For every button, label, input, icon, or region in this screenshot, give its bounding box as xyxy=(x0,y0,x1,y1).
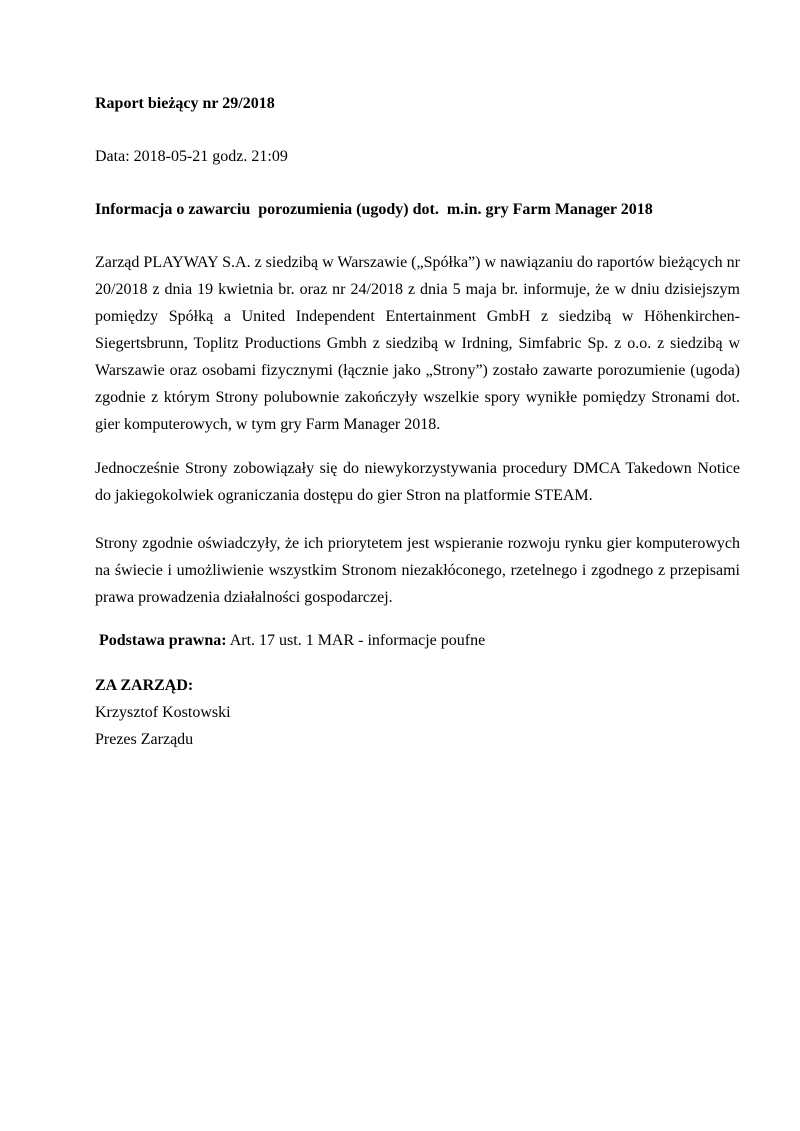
signatory-title: Prezes Zarządu xyxy=(95,731,194,748)
report-date-line: Data: 2018-05-21 godz. 21:09 xyxy=(95,148,288,165)
legal-basis-label: Podstawa prawna: xyxy=(99,632,227,649)
legal-basis-line xyxy=(95,627,740,654)
paragraph-dmca-commitment: Jednocześnie Strony zobowiązały się do niewykorzystywania procedury DMCA Takedown Notice do jakiegokolwiek ograniczania dostępu do gier Stron na platformie STEAM. xyxy=(95,460,740,504)
paragraph-agreement-details: Zarząd PLAYWAY S.A. z siedzibą w Warszawie („Spółka”) w nawiązaniu do raportów bieżących nr 20/2018 z dnia 19 kwietnia br. oraz nr 24/2018 z dnia 5 maja br. informuje, że w dniu dzisiejszym pomiędzy Spółką a United Independent Entertainment GmbH z siedzibą w Höhenkirchen-Siegertsbrunn, Toplitz Productions Gmbh z siedzibą w Irdning, Simfabric Sp. z o.o. z siedzibą w Warszawie oraz osobami fizycznymi (łącznie jako „Strony”) zostało zawarte porozumienie (ugoda) zgodnie z którym Strony polubownie zakończyły wszelkie spory wynikłe pomiędzy Stronami dot. gier komputerowych, w tym gry Farm Manager 2018. xyxy=(95,254,740,433)
paragraph-parties-declaration: Strony zgodnie oświadczyły, że ich priorytetem jest wspieranie rozwoju rynku gier komputerowych na świecie i umożliwienie wszystkim Stronom niezakłóconego, rzetelnego i zgodnego z przepisami prawa prowadzenia działalności gospodarczej. xyxy=(95,535,740,606)
report-title: Raport bieżący nr 29/2018 xyxy=(95,95,275,112)
report-subject-heading: Informacja o zawarciu porozumienia (ugody) dot. m.in. gry Farm Manager 2018 xyxy=(95,201,653,218)
signature-block-heading: ZA ZARZĄD: xyxy=(95,677,194,694)
legal-basis-value: Art. 17 ust. 1 MAR - informacje poufne xyxy=(229,632,486,649)
signatory-name: Krzysztof Kostowski xyxy=(95,704,231,721)
